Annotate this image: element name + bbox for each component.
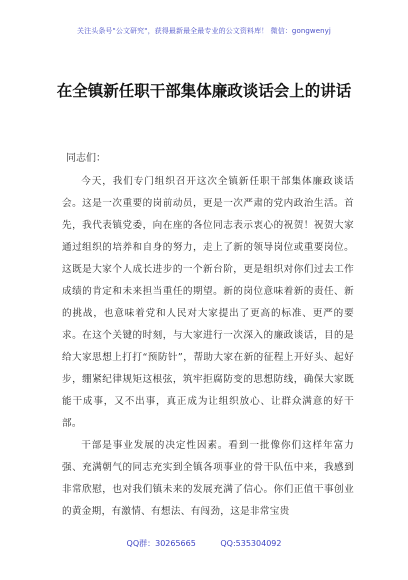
contact-footer: QQ群：30265665 QQ:535304092: [126, 539, 282, 548]
document-body: [62, 171, 354, 551]
promo-banner: 关注头条号"公文研究"，获得最新最全最专业的公文资料库！ 微信：gongwenyj: [77, 27, 331, 35]
paragraph-2: 干部是事业发展的决定性因素。看到一批像你们这样年富力强、充满朝气的同志充实到全镇各项事业的骨干队伍中来，我感到非常欣慰，也对我们镇未来的发展充满了信心。你们正值干事创业的黄金期，有激情、有想法、有闯劲，这是非常宝贵: [62, 440, 354, 517]
document-title: 在全镇新任职干部集体廉政谈话会上的讲话: [56, 82, 352, 100]
salutation: 同志们：: [66, 153, 106, 164]
paragraph-1: 今天，我们专门组织召开这次全镇新任职干部集体廉政谈话会。这是一次重要的岗前动员，更是一次严肃的党内政治生活。首先，我代表镇党委，向在座的各位同志表示衷心的祝贺！祝贺大家通过组织的培养和自身的努力，走上了新的领导岗位或重要岗位。这既是大家个人成长进步的一个新台阶，更是组织对你们过去工作成绩的肯定和未来担当重任的期望。新的岗位意味着新的责任、新的挑战，也意味着党和人民对大家提出了更高的标准、更严的要求。在这个关键的时刻，与大家进行一次深入的廉政谈话，目的是给大家思想上打打“预防针”，帮助大家在新的征程上开好头、起好步，绷紧纪律规矩这根弦，筑牢拒腐防变的思想防线，确保大家既能干成事，又不出事，真正成为让组织放心、让群众满意的好干部。: [62, 176, 354, 429]
